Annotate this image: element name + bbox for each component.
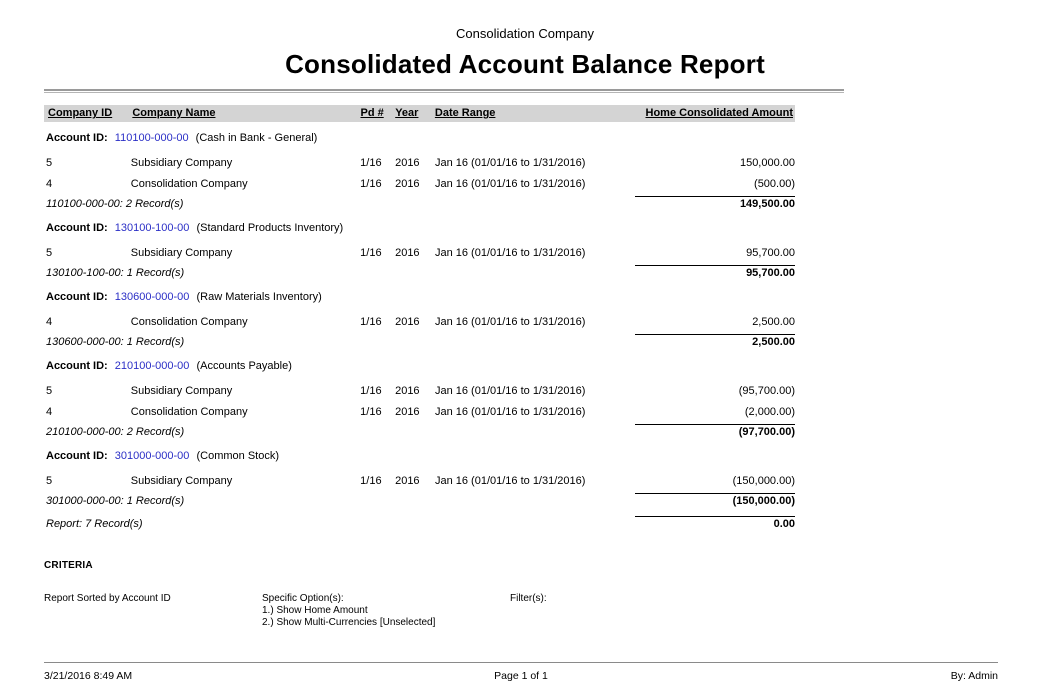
cell-year: 2016 [395,178,420,190]
cell-amount: (2,000.00) [744,406,796,418]
cell-date-range: Jan 16 (01/01/16 to 1/31/2016) [434,475,586,487]
cell-company-name: Consolidation Company [130,406,248,418]
section-summary-row [44,423,795,440]
cell-amount: (95,700.00) [738,385,796,397]
cell-year: 2016 [395,385,420,397]
table-row [44,381,795,402]
table-row [44,402,795,423]
cell-amount: 150,000.00 [739,157,796,169]
specific-options-label: Specific Option(s): [262,593,344,604]
account-header [44,222,795,234]
account-id-link[interactable]: 210100-000-00 [114,360,190,372]
cell-pd: 1/16 [360,157,382,169]
account-id-link[interactable]: 130600-000-00 [114,291,190,303]
cell-date-range: Jan 16 (01/01/16 to 1/31/2016) [434,157,586,169]
footer-by-user: By: Admin [950,670,998,682]
col-header-pd: Pd # [360,107,384,119]
report-header [44,26,1006,93]
account-id-label: Account ID: [46,291,108,303]
table-row [44,153,795,174]
cell-amount: 2,500.00 [752,316,796,328]
criteria-heading: CRITERIA [44,560,93,571]
section-total-amount: 149,500.00 [635,196,795,210]
report-table [44,105,795,530]
cell-date-range: Jan 16 (01/01/16 to 1/31/2016) [434,247,586,259]
section-record-count: 301000-000-00: 1 Record(s) [46,495,185,507]
cell-company-id: 4 [46,406,53,418]
cell-pd: 1/16 [360,385,382,397]
account-header [44,450,795,462]
table-row [44,312,795,333]
cell-company-name: Subsidiary Company [130,385,233,397]
specific-option-item: 2.) Show Multi-Currencies [Unselected] [262,617,436,628]
section-summary-row [44,333,795,350]
table-row [44,243,795,264]
account-header [44,132,795,144]
account-description: (Standard Products Inventory) [196,222,344,234]
cell-year: 2016 [395,406,420,418]
table-header-row [44,105,795,122]
section-summary-row [44,195,795,212]
section-record-count: 130100-100-00: 1 Record(s) [46,267,185,279]
report-total-amount: 0.00 [635,516,795,530]
account-id-link[interactable]: 130100-100-00 [114,222,190,234]
report-record-count: Report: 7 Record(s) [46,518,143,530]
cell-pd: 1/16 [360,178,382,190]
report-total-row [44,516,795,530]
criteria-section [44,560,1006,629]
cell-pd: 1/16 [360,475,382,487]
report-title: Consolidated Account Balance Report [285,49,765,79]
cell-amount: (150,000.00) [732,475,796,487]
cell-company-name: Consolidation Company [130,316,248,328]
account-id-link[interactable]: 301000-000-00 [114,450,190,462]
cell-year: 2016 [395,316,420,328]
criteria-specific-options [262,593,510,629]
account-id-label: Account ID: [46,450,108,462]
criteria-filters-label: Filter(s): [510,593,547,604]
cell-date-range: Jan 16 (01/01/16 to 1/31/2016) [434,385,586,397]
account-description: (Accounts Payable) [196,360,292,372]
footer-datetime: 3/21/2016 8:49 AM [44,670,133,682]
account-header [44,360,795,372]
footer-page-number: Page 1 of 1 [494,670,548,682]
cell-company-id: 5 [46,157,53,169]
account-section [44,222,795,281]
cell-company-id: 5 [46,475,53,487]
col-header-home-consolidated-amount: Home Consolidated Amount [645,107,793,119]
section-record-count: 110100-000-00: 2 Record(s) [46,198,184,210]
account-id-label: Account ID: [46,222,108,234]
cell-company-id: 4 [46,316,53,328]
section-total-amount: 95,700.00 [635,265,795,279]
cell-company-id: 4 [46,178,53,190]
section-record-count: 210100-000-00: 2 Record(s) [46,426,185,438]
account-section [44,450,795,509]
col-header-company-name: Company Name [132,107,216,119]
company-name: Consolidation Company [455,26,595,41]
cell-pd: 1/16 [360,316,382,328]
cell-pd: 1/16 [360,247,382,259]
account-description: (Common Stock) [196,450,280,462]
account-id-label: Account ID: [46,360,108,372]
account-description: (Cash in Bank - General) [195,132,318,144]
cell-company-id: 5 [46,247,53,259]
specific-option-item: 1.) Show Home Amount [262,605,368,616]
cell-company-name: Subsidiary Company [130,247,233,259]
account-header [44,291,795,303]
cell-amount: (500.00) [754,178,796,190]
table-row [44,471,795,492]
cell-date-range: Jan 16 (01/01/16 to 1/31/2016) [434,406,586,418]
account-id-link[interactable]: 110100-000-00 [114,132,189,144]
account-section [44,132,795,212]
account-section [44,360,795,440]
cell-date-range: Jan 16 (01/01/16 to 1/31/2016) [434,178,586,190]
criteria-body [44,593,1006,629]
cell-year: 2016 [395,247,420,259]
section-record-count: 130600-000-00: 1 Record(s) [46,336,185,348]
cell-date-range: Jan 16 (01/01/16 to 1/31/2016) [434,316,586,328]
section-total-amount: 2,500.00 [635,334,795,348]
account-id-label: Account ID: [46,132,108,144]
cell-year: 2016 [395,475,420,487]
section-total-amount: (150,000.00) [635,493,795,507]
page-footer [44,662,998,682]
col-header-company-id: Company ID [48,107,113,119]
cell-company-name: Subsidiary Company [130,157,233,169]
account-section [44,291,795,350]
cell-year: 2016 [395,157,420,169]
col-header-year: Year [395,107,419,119]
col-header-date-range: Date Range [434,107,496,119]
cell-amount: 95,700.00 [746,247,796,259]
cell-company-id: 5 [46,385,53,397]
section-summary-row [44,264,795,281]
section-total-amount: (97,700.00) [635,424,795,438]
section-summary-row [44,492,795,509]
table-row [44,174,795,195]
account-description: (Raw Materials Inventory) [196,291,322,303]
title-divider [44,89,844,93]
cell-pd: 1/16 [360,406,382,418]
criteria-sorted-by: Report Sorted by Account ID [44,593,171,604]
cell-company-name: Consolidation Company [130,178,248,190]
cell-company-name: Subsidiary Company [130,475,233,487]
